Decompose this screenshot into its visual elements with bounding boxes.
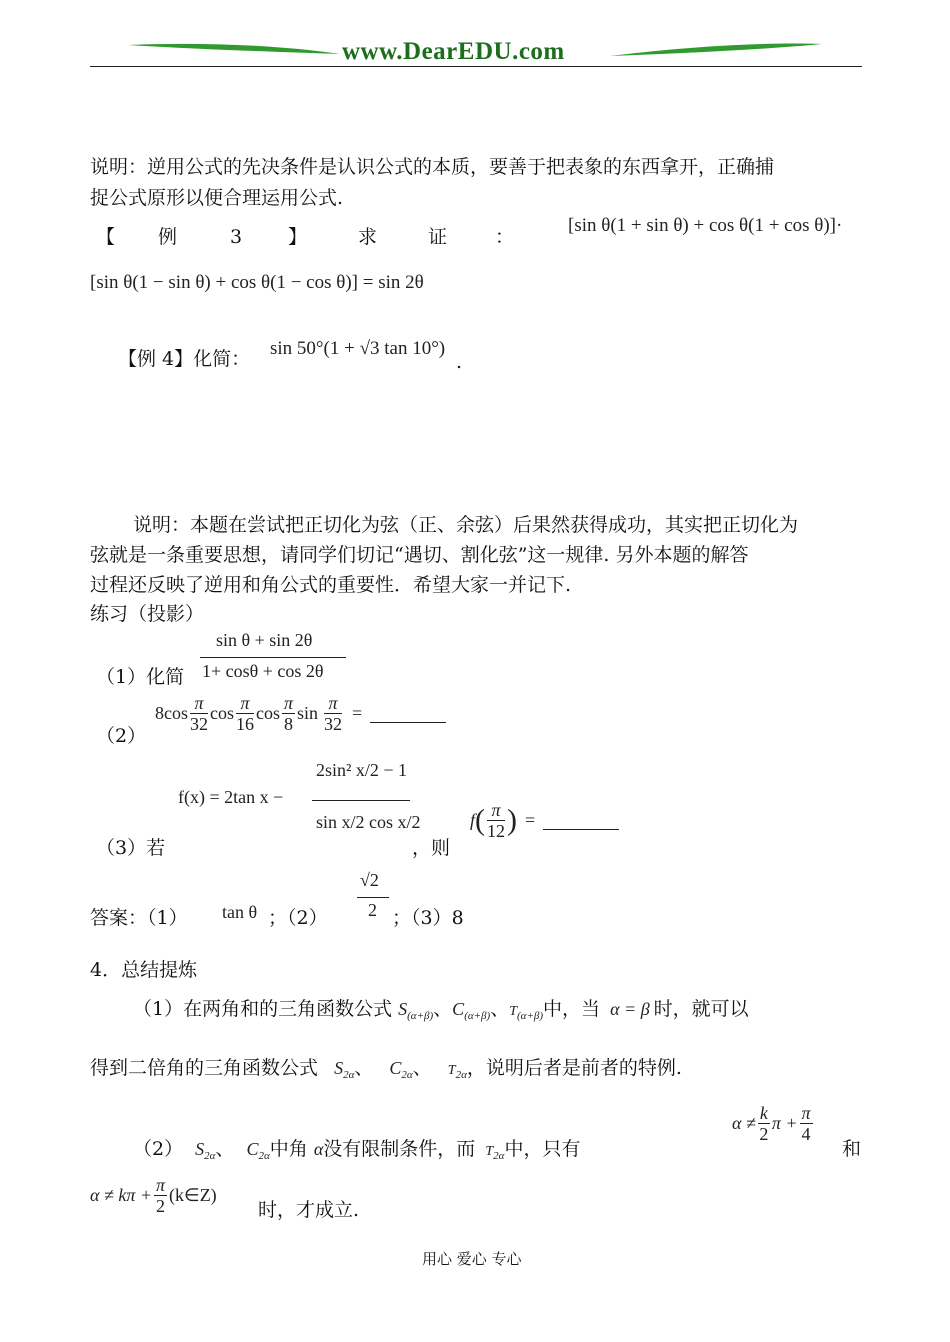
practice-q3-then: ，则 — [412, 837, 451, 859]
cond2-2: 2 — [156, 1196, 165, 1216]
q2-frac-1 — [190, 693, 208, 734]
dun-3: 、 — [354, 1057, 374, 1079]
answer-2-numerator: √2 — [360, 870, 379, 890]
S-symbol: S — [398, 999, 408, 1019]
cond1-frac-pi4 — [800, 1103, 813, 1144]
summary-s2b: ，说明后者是前者的特例. — [466, 1057, 682, 1079]
q3-arg-frac — [487, 800, 505, 841]
practice-q2-expression — [155, 693, 446, 734]
summary-s1c: 时，就可以 — [653, 998, 749, 1020]
answers-sep-2: ；（2） — [268, 907, 328, 929]
q2-frac-4-num: π — [324, 693, 342, 714]
note2-line-2: 弦就是一条重要思想，请同学们切记“遇切、割化弦”这一规律. 另外本题的解答 — [90, 544, 749, 566]
summary-s3b: 中角 — [269, 1138, 308, 1160]
cond2-frac-pi2 — [154, 1175, 167, 1216]
summary-line-3 — [133, 1135, 580, 1170]
dun-1: 、 — [433, 998, 453, 1020]
C-symbol: C — [452, 999, 465, 1019]
C2a-subscript: 2α — [401, 1069, 413, 1081]
S2a-b-subscript: 2α — [204, 1150, 216, 1162]
summary-s1a: （1）在两角和的三角函数公式 — [133, 998, 393, 1020]
q2-coef: 8cos — [155, 703, 188, 723]
T2a-b-symbol: T — [485, 1144, 494, 1159]
example4-period: . — [456, 351, 463, 373]
example3-colon: ： — [495, 226, 515, 248]
practice-q3-numerator: 2sin² x/2 − 1 — [316, 760, 408, 780]
summary-s3e: 时，才成立. — [258, 1199, 360, 1221]
dun-4: 、 — [412, 1057, 432, 1079]
note2-line-3: 过程还反映了逆用和角公式的重要性．希望大家一并记下. — [90, 574, 572, 596]
cond2-pre: α ≠ kπ + — [90, 1185, 152, 1205]
cond1-frac-k2 — [758, 1103, 770, 1144]
example3-word-zheng: 证 — [428, 226, 448, 248]
q2-frac-2 — [236, 693, 254, 734]
example4-label: 【例 4】化简： — [118, 348, 251, 370]
cond1-pre: α ≠ — [732, 1113, 756, 1133]
note2-line-1: 说明：本题在尝试把正切化为弦（正、余弦）后果然获得成功，其实把正切化为 — [133, 514, 799, 536]
summary-he: 和 — [842, 1138, 862, 1160]
C-subscript: (α+β) — [464, 1010, 491, 1022]
practice-q1-denominator: 1+ cosθ + cos 2θ — [202, 661, 324, 681]
example3-bracket-left: 【 — [96, 226, 116, 248]
q2-frac-3-num: π — [284, 693, 294, 713]
summary-s3d: 中，只有 — [504, 1138, 581, 1160]
C2a-b-subscript: 2α — [258, 1150, 270, 1162]
q3-arg-num: π — [487, 800, 505, 821]
practice-q3-fraction-bar — [312, 800, 410, 801]
example4-formula: sin 50°(1 + √3 tan 10°) — [270, 338, 446, 359]
q2-answer-blank — [370, 704, 446, 723]
q2-frac-3 — [282, 693, 295, 734]
practice-q3-denominator: sin x/2 cos x/2 — [316, 812, 421, 832]
q2-frac-1-num: π — [190, 693, 208, 714]
summary-s3c: 没有限制条件，而 — [323, 1138, 476, 1160]
q3-paren-left: ( — [475, 803, 486, 837]
q2-frac-2-den: 16 — [236, 714, 254, 734]
T-subscript: (α+β) — [517, 1010, 544, 1022]
formula-T2a-b — [485, 1139, 505, 1162]
answer-1: tan θ — [222, 902, 258, 922]
practice-q1-label: （1）化简 — [96, 666, 185, 688]
practice-q1-numerator: sin θ + sin 2θ — [216, 630, 313, 650]
formula-S2a — [334, 1058, 355, 1081]
T2a-subscript: 2α — [455, 1069, 467, 1081]
T-symbol: T — [509, 1004, 518, 1019]
q2-fn-3: sin — [297, 703, 319, 723]
formula-S2a-b — [195, 1139, 216, 1162]
q2-frac-3-den: 8 — [284, 714, 294, 734]
q3-arg-den: 12 — [487, 821, 506, 841]
answer-2-fraction-bar — [357, 897, 389, 898]
formula-T-sum — [509, 999, 544, 1022]
condition-1 — [732, 1103, 815, 1144]
condition-2 — [90, 1175, 217, 1216]
header-site-logo: www.DearEDU.com — [342, 38, 565, 65]
example3-formula-part2: [sin θ(1 − sin θ) + cos θ(1 − cos θ)] = sin 2θ — [90, 272, 424, 293]
q2-frac-4-den: 32 — [324, 714, 343, 734]
S2a-subscript: 2α — [343, 1069, 355, 1081]
example3-bracket-right: 】 — [288, 226, 308, 248]
practice-q2-label: （2） — [96, 725, 147, 747]
q3-answer-blank — [543, 811, 619, 830]
example3-formula-part1: [sin θ(1 + sin θ) + cos θ(1 + cos θ)]· — [568, 215, 843, 236]
formula-C2a — [389, 1058, 413, 1081]
q2-equals: = — [352, 703, 363, 723]
practice-q3-label: （3）若 — [96, 837, 166, 859]
S-subscript: (α+β) — [407, 1010, 434, 1022]
cond1-k: k — [759, 1103, 768, 1123]
dun-2: 、 — [490, 998, 510, 1020]
q2-frac-2-num: π — [236, 693, 254, 714]
T2a-symbol: T — [447, 1063, 456, 1078]
q3-paren-right: ) — [507, 803, 518, 837]
cond1-pi: π — [801, 1103, 811, 1123]
practice-title: 练习（投影） — [90, 603, 205, 625]
S2a-symbol: S — [334, 1058, 344, 1078]
practice-q3-f-of-pi12 — [470, 800, 619, 841]
note-paragraph-1: 说明：逆用公式的先决条件是认识公式的本质，要善于把表象的东西拿开，正确捕 — [90, 156, 775, 178]
answers-label: 答案：（1） — [90, 907, 188, 929]
alpha-symbol: α — [313, 1139, 324, 1159]
footer-text: 用心 爱心 专心 — [422, 1250, 522, 1268]
q3-f: f — [470, 810, 476, 830]
C2a-b-symbol: C — [246, 1139, 259, 1159]
cond1-4: 4 — [801, 1124, 811, 1144]
q2-fn-1: cos — [210, 703, 234, 723]
example3-number: 3 — [230, 226, 243, 248]
summary-s3a: （2） — [133, 1138, 184, 1160]
right-leaf-decoration — [610, 44, 822, 57]
summary-line-2 — [90, 1054, 682, 1089]
alpha-eq-beta: α = β — [610, 999, 650, 1019]
q2-fn-2: cos — [256, 703, 280, 723]
summary-line-1 — [133, 995, 749, 1030]
summary-title: 4．总结提炼 — [90, 959, 198, 981]
left-leaf-decoration — [128, 44, 340, 54]
q2-frac-4 — [324, 693, 342, 734]
practice-q3-lhs: f(x) = 2tan x − — [178, 787, 284, 807]
cond2-pi: π — [155, 1175, 166, 1195]
note-paragraph-1b: 捉公式原形以便合理运用公式. — [90, 187, 344, 209]
practice-q1-fraction-bar — [200, 657, 346, 658]
S2a-b-symbol: S — [195, 1139, 205, 1159]
dun-5: 、 — [215, 1138, 235, 1160]
formula-T2a — [447, 1058, 467, 1081]
cond2-post: (k∈Z) — [169, 1185, 217, 1205]
cond1-2: 2 — [759, 1124, 769, 1144]
C2a-symbol: C — [389, 1058, 402, 1078]
answer-2-denominator: 2 — [368, 900, 377, 920]
q2-frac-1-den: 32 — [190, 714, 208, 734]
formula-S-sum — [398, 999, 434, 1022]
summary-s1b: 中，当 — [543, 998, 601, 1020]
answers-sep-3: ；（3）8 — [392, 907, 464, 929]
q3-equals: = — [525, 810, 536, 830]
formula-C2a-b — [246, 1139, 270, 1162]
header-rule — [90, 66, 862, 67]
T2a-b-subscript: 2α — [493, 1150, 505, 1162]
formula-C-sum — [452, 999, 491, 1022]
summary-s2a: 得到二倍角的三角函数公式 — [90, 1057, 319, 1079]
cond1-mid: π + — [771, 1113, 798, 1133]
example3-word-qiu: 求 — [358, 226, 378, 248]
example3-label: 例 — [158, 226, 178, 248]
